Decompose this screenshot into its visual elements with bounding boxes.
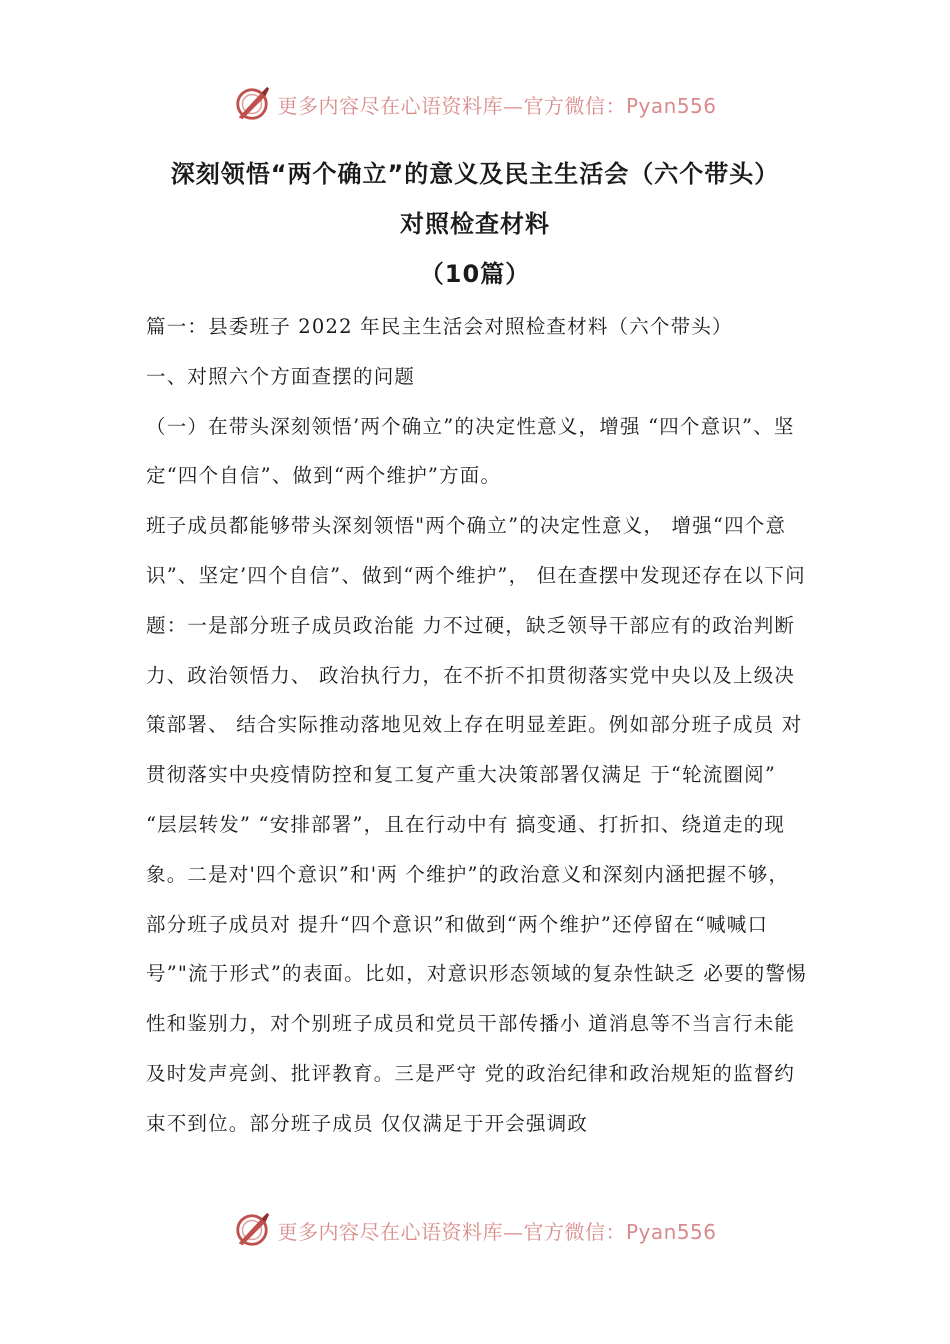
header-banner-text: 更多内容尽在心语资料库—官方微信：Pyan556 [277,93,717,118]
footer-banner [0,1208,950,1252]
subheading: 一、对照六个方面查摆的问题 [146,364,416,388]
document-body [146,302,808,1149]
item-heading: （一）在带头深刻领悟’两个确立”的决定性意义，增强 “四个意识”、坚定“四个自信”、做到“两个维护”方面。 [146,414,795,488]
footer-banner-text: 更多内容尽在心语资料库—官方微信：Pyan556 [277,1219,717,1244]
document-title-line2: 对照检查材料 [400,210,550,238]
document-title-line1: 深刻领悟“两个确立”的意义及民主生活会（六个带头） [170,160,780,188]
header-banner [0,82,950,126]
pen-circle-icon [233,1211,271,1249]
pen-circle-icon [233,85,271,123]
section-heading: 篇一：县委班子 2022 年民主生活会对照检查材料（六个带头） [146,315,733,338]
body-paragraph: 班子成员都能够带头深刻领悟"两个确立”的决定性意义， 增强“四个意识”、坚定’四个自信”、做到“两个维护”， 但在查摆中发现还存在以下问题：一是部分班子成员政治能 力不过硬，缺乏领导干部应有的政治判断力、政治领悟力、 政治执行力，在不折不扣贯彻落实党中央以及上级决策部署、 结合实际推动落地见效上存在明显差距。例如部分班子成员 对贯彻落实中央疫情防控和复工复产重大决策部署仅满足 于“轮流圈阅” “层层转发” “安排部署”，且在行动中有 搞变通、打折扣、绕道走的现象。二是对'四个意识”和'两 个维护”的政治意义和深刻内涵把握不够，部分班子成员对 提升“四个意识”和做到“两个维护”还停留在“喊喊口号”"流于形式”的表面。比如，对意识形态领域的复杂性缺乏 必要的警惕性和鉴别力，对个别班子成员和党员干部传播小 道消息等不当言行未能及时发声亮剑、批评教育。三是严守 党的政治纪律和政治规矩的监督约束不到位。部分班子成员 仅仅满足于开会强调政 [146,514,807,1135]
document-title-line3: （10篇） [419,260,531,288]
